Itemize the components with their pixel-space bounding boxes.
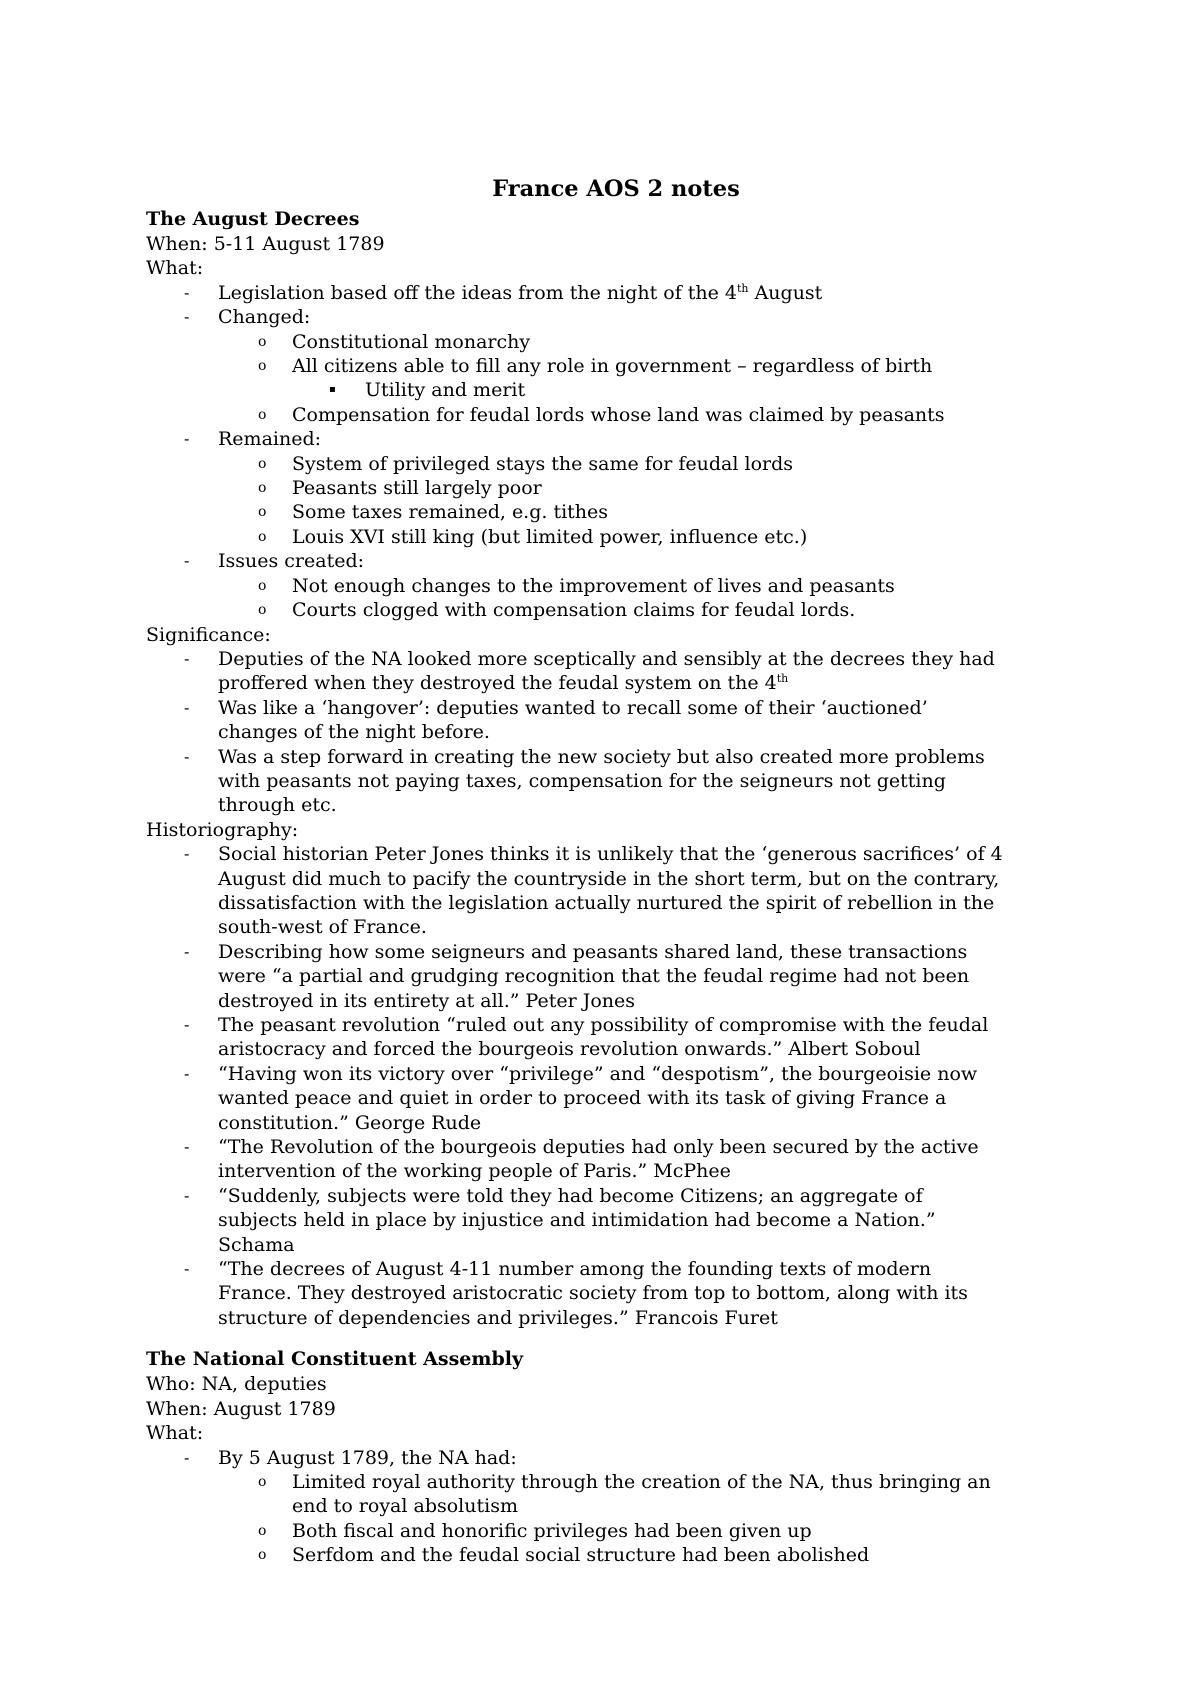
circle-marker: o <box>258 528 267 545</box>
bullet-significance: - Was like a ‘hangover’: deputies wanted to recall some of their ‘auctioned’ <box>184 696 928 719</box>
historiography-bullet: - Social historian Peter Jones thinks it is unlikely that the ‘generous sacrifices’ of 4 <box>184 843 1003 866</box>
when-line: When: 5-11 August 1789 <box>146 233 385 255</box>
what-label: What: <box>146 1422 204 1445</box>
historiography-continuation: Schama <box>218 1233 295 1256</box>
sub-bullet: o Constitutional monarchy <box>258 330 531 353</box>
dash-marker: - <box>184 1015 190 1034</box>
sub-bullet: o Serfdom and the feudal social structure had been abolished <box>258 1544 870 1567</box>
when-line: When: August 1789 <box>146 1397 336 1420</box>
document-title: France AOS 2 notes <box>492 176 740 202</box>
bullet-significance: - Deputies of the NA looked more sceptically and sensibly at the decrees they had <box>184 647 995 670</box>
document-page <box>146 172 1086 1568</box>
bullet-significance: - Was a step forward in creating the new society but also created more problems <box>184 745 985 768</box>
sub-bullet: o System of privileged stays the same for feudal lords <box>258 452 794 475</box>
bullet-continuation: with peasants not paying taxes, compensation for the seigneurs not getting <box>218 769 946 792</box>
dash-marker: - <box>184 648 190 668</box>
dash-marker: - <box>184 941 190 961</box>
bullet-continuation: changes of the night before. <box>218 721 490 744</box>
circle-marker: o <box>258 1547 267 1564</box>
bullet-legislation: - Legislation based off the ideas from the night of the 4th August <box>184 281 823 304</box>
dash-marker: - <box>184 429 190 449</box>
square-marker: ▪ <box>329 384 336 396</box>
dash-marker: - <box>184 1259 190 1279</box>
historiography-bullet: - “Suddenly, subjects were told they had become Citizens; an aggregate of <box>184 1184 923 1207</box>
sub-bullet: o Compensation for feudal lords whose land was claimed by peasants <box>258 403 945 426</box>
historiography-bullet: - “The Revolution of the bourgeois deputies had only been secured by the active <box>184 1136 979 1159</box>
bullet-remained: - Remained: <box>184 428 322 451</box>
section-heading-national-constituent-assembly: The National Constituent Assembly <box>146 1348 524 1371</box>
dash-marker: - <box>184 1063 190 1083</box>
historiography-list <box>146 842 1086 1330</box>
what-label: What: <box>146 257 204 280</box>
dash-marker: - <box>184 1447 190 1467</box>
historiography-continuation: France. They destroyed aristocratic society from top to bottom, along with its <box>218 1282 968 1305</box>
historiography-bullet: - “The decrees of August 4-11 number among the founding texts of modern <box>184 1258 932 1281</box>
section-gap <box>146 1330 1086 1346</box>
historiography-continuation: constitution.” George Rude <box>218 1111 482 1134</box>
bullet-continuation: proffered when they destroyed the feudal system on the 4th <box>218 672 789 695</box>
historiography-continuation: subjects held in place by injustice and intimidation had become a Nation.” <box>218 1209 936 1232</box>
bullet-changed: - Changed: <box>184 306 311 329</box>
bullet-issues: - Issues created: <box>184 550 365 573</box>
historiography-continuation: dissatisfaction with the legislation actually nurtured the spirit of rebellion in the <box>218 891 995 914</box>
circle-marker: o <box>258 406 267 423</box>
circle-marker: o <box>258 504 267 521</box>
who-line: Who: NA, deputies <box>146 1373 327 1396</box>
sub-bullet: o Courts clogged with compensation claims for feudal lords. <box>258 599 856 622</box>
dash-marker: - <box>184 844 190 864</box>
circle-marker: o <box>258 577 267 594</box>
sub-bullet: o All citizens able to fill any role in government – regardless of birth <box>258 355 933 378</box>
dash-marker: - <box>184 551 190 571</box>
sub-bullet: o Peasants still largely poor <box>258 477 542 500</box>
historiography-bullet: - “Having won its victory over “privilege” and “despotism”, the bourgeoisie now <box>184 1062 978 1085</box>
sub-bullet-continuation: end to royal absolutism <box>292 1495 518 1518</box>
historiography-bullet: - The peasant revolution “ruled out any possibility of compromise with the feudal <box>184 1014 989 1036</box>
circle-marker: o <box>258 480 267 497</box>
dash-marker: - <box>184 307 190 327</box>
historiography-bullet: - Describing how some seigneurs and peasants shared land, these transactions <box>184 940 968 963</box>
bullet-continuation: through etc. <box>218 794 337 817</box>
dash-marker: - <box>184 746 190 766</box>
dash-marker: - <box>184 1137 190 1157</box>
circle-marker: o <box>258 602 267 619</box>
sub-sub-bullet: ▪ Utility and merit <box>329 379 526 402</box>
circle-marker: o <box>258 358 267 375</box>
historiography-continuation: wanted peace and quiet in order to proceed with its task of giving France a <box>218 1087 947 1110</box>
section-heading-august-decrees: The August Decrees <box>146 208 360 230</box>
sub-bullet: o Louis XVI still king (but limited power, influence etc.) <box>258 525 808 548</box>
circle-marker: o <box>258 1522 267 1539</box>
circle-marker: o <box>258 455 267 472</box>
bullet-by-5-august: - By 5 August 1789, the NA had: <box>184 1446 517 1469</box>
historiography-continuation: destroyed in its entirety at all.” Peter Jones <box>218 989 636 1012</box>
historiography-continuation: structure of dependencies and privileges.” Francois Furet <box>218 1306 778 1329</box>
significance-label: Significance: <box>146 623 271 646</box>
sub-bullet: o Both fiscal and honorific privileges had been given up <box>258 1519 812 1542</box>
dash-marker: - <box>184 697 190 717</box>
circle-marker: o <box>258 1473 267 1490</box>
circle-marker: o <box>258 333 267 350</box>
historiography-continuation: aristocracy and forced the bourgeois revolution onwards.” Albert Soboul <box>218 1038 921 1061</box>
historiography-continuation: intervention of the working people of Paris.” McPhee <box>218 1160 731 1183</box>
dash-marker: - <box>184 1185 190 1205</box>
dash-marker: - <box>184 282 190 302</box>
historiography-continuation: August did much to pacify the countryside in the short term, but on the contrary, <box>218 867 1000 890</box>
sub-bullet: o Limited royal authority through the creation of the NA, thus bringing an <box>258 1470 991 1493</box>
historiography-continuation: south-west of France. <box>218 916 427 939</box>
historiography-continuation: were “a partial and grudging recognition that the feudal regime had not been <box>218 965 970 988</box>
sub-bullet: o Some taxes remained, e.g. tithes <box>258 501 609 524</box>
sub-bullet: o Not enough changes to the improvement of lives and peasants <box>258 574 895 597</box>
historiography-label: Historiography: <box>146 818 299 841</box>
